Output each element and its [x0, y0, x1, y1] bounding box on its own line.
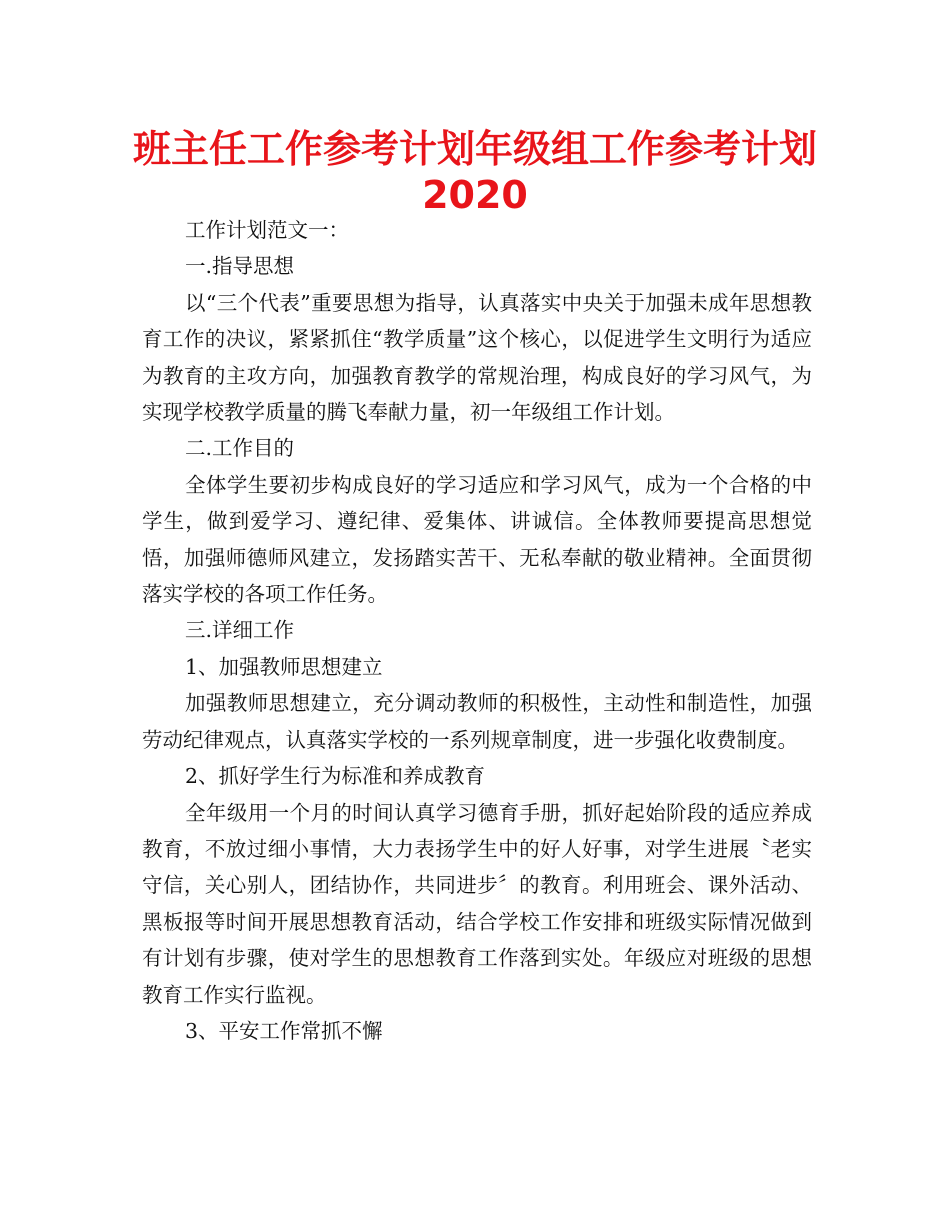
heading-detailed-work: 三.详细工作 [185, 618, 295, 643]
heading-guiding-ideology: 一.指导思想 [185, 254, 295, 279]
subheading-safety-work: 3、平安工作常抓不懈 [185, 1018, 383, 1043]
paragraph-teacher-ideology: 加强教师思想建立，充分调动教师的积极性，主动性和制造性，加强劳动纪律观点，认真落实学校的一系列规章制度，进一步强化收费制度。 [142, 691, 812, 752]
document-body [142, 212, 812, 1049]
subheading-teacher-ideology: 1、加强教师思想建立 [185, 654, 383, 679]
document-title-line-1: 班主任工作参考计划年级组工作参考计划 [132, 127, 817, 171]
paragraph-guiding-ideology: 以“三个代表”重要思想为指导，认真落实中央关于加强未成年思想教育工作的决议，紧紧抓住“教学质量”这个核心，以促进学生文明行为适应为教育的主攻方向，加强教育教学的常规治理，构成良好的学习风气，为实现学校教学质量的腾飞奉献力量，初一年级组工作计划。 [142, 290, 812, 425]
heading-work-objectives: 二.工作目的 [185, 436, 295, 461]
subheading-student-behavior: 2、抓好学生行为标准和养成教育 [185, 764, 486, 789]
paragraph-work-objectives: 全体学生要初步构成良好的学习适应和学习风气，成为一个合格的中学生，做到爱学习、遵纪律、爱集体、讲诚信。全体教师要提高思想觉悟，加强师德师风建立，发扬踏实苦干、无私奉献的敬业精神。全面贯彻落实学校的各项工作任务。 [142, 472, 812, 607]
document-title-line-2: 2020 [422, 173, 528, 217]
section-intro-label: 工作计划范文一： [185, 218, 349, 242]
paragraph-student-behavior: 全年级用一个月的时间认真学习德育手册，抓好起始阶段的适应养成教育，不放过细小事情，大力表扬学生中的好人好事，对学生进展〝老实守信，关心别人，团结协作，共同进步〞的教育。利用班会、课外活动、黑板报等时间开展思想教育活动，结合学校工作安排和班级实际情况做到有计划有步骤，使对学生的思想教育工作落到实处。年级应对班级的思想教育工作实行监视。 [142, 800, 812, 1007]
